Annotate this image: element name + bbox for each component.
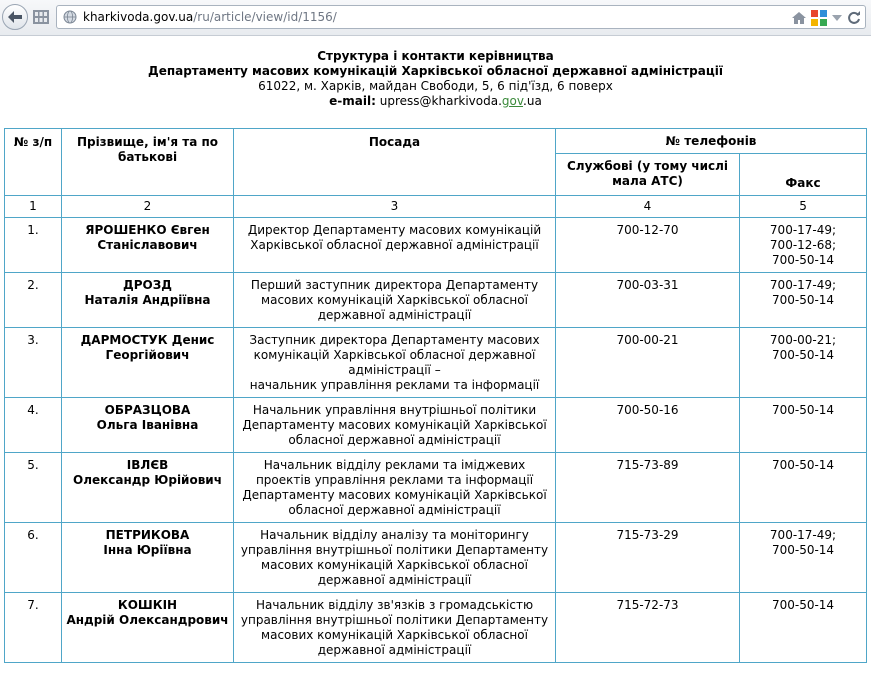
fax-line: 700-12-68; <box>769 238 837 252</box>
index-cell: 4 <box>556 196 740 218</box>
index-cell: 2 <box>62 196 234 218</box>
email-label: e-mail: <box>329 94 376 108</box>
page-title-line2: Департаменту масових комунікацій Харківської обласної державної адміністрації <box>148 64 723 78</box>
email-line <box>0 94 871 109</box>
fax-line: 700-17-49; <box>769 278 837 292</box>
col-header-position: Посада <box>234 129 556 196</box>
email-gov: gov <box>501 94 524 108</box>
row-fax <box>740 453 867 523</box>
row-phone: 700-00-21 <box>556 328 740 398</box>
fax-line: 700-50-14 <box>771 348 835 362</box>
row-position: Начальник управління внутрішньої політики Департаменту масових комунікацій Харківської обласної державної адміністрації <box>234 398 556 453</box>
row-surname: ЯРОШЕНКО Євген <box>85 223 210 237</box>
url-host: kharkivoda.gov.ua <box>83 10 194 24</box>
fax-line: 700-50-14 <box>771 543 835 557</box>
row-position: Начальник відділу реклами та іміджевих проектів управління реклами та інформації Департаменту масових комунікацій Харківської обласної державної адміністрації <box>234 453 556 523</box>
row-position <box>234 328 556 398</box>
table-row <box>5 328 867 398</box>
row-phone: 700-12-70 <box>556 218 740 273</box>
col-header-phones: № телефонів <box>556 129 867 154</box>
row-phone: 700-03-31 <box>556 273 740 328</box>
row-position: Начальник відділу зв'язків з громадськістю управління внутрішньої політики Департаменту масових комунікацій Харківської обласної державної адміністрації <box>234 593 556 663</box>
row-name <box>62 523 234 593</box>
row-name <box>62 218 234 273</box>
col-header-name: Прізвище, ім'я та по батькові <box>62 129 234 196</box>
col-header-num: № з/п <box>5 129 62 196</box>
row-phone: 715-73-29 <box>556 523 740 593</box>
row-fax <box>740 218 867 273</box>
table-row <box>5 593 867 663</box>
back-button[interactable] <box>2 4 28 30</box>
row-fax <box>740 273 867 328</box>
fax-line: 700-17-49; <box>769 528 837 542</box>
row-given: Андрій Олександрович <box>66 613 229 627</box>
apps-button[interactable] <box>32 9 50 25</box>
address-bar[interactable] <box>56 5 866 29</box>
back-arrow-icon <box>7 10 23 24</box>
reload-icon[interactable] <box>847 11 861 25</box>
url-bar-icons <box>791 9 861 27</box>
email-link[interactable] <box>380 94 542 108</box>
position-text: Заступник директора Департаменту масових комунікацій Харківської обласної державної адміністрації – <box>249 333 540 377</box>
row-surname: ДРОЗД <box>123 278 172 292</box>
row-fax <box>740 523 867 593</box>
row-given: Станіславович <box>97 238 198 252</box>
row-surname: ДАРМОСТУК Денис <box>80 333 215 347</box>
url-path: /ru/article/view/id/1156/ <box>193 10 337 24</box>
row-fax <box>740 328 867 398</box>
row-phone: 700-50-16 <box>556 398 740 453</box>
row-num: 5. <box>5 453 62 523</box>
row-name <box>62 453 234 523</box>
fax-line: 700-50-14 <box>771 598 835 612</box>
row-given: Георгійович <box>105 348 190 362</box>
fax-line: 700-50-14 <box>771 458 835 472</box>
fax-line: 700-50-14 <box>771 293 835 307</box>
row-name <box>62 273 234 328</box>
address-line: 61022, м. Харків, майдан Свободи, 5, 6 під'їзд, 6 поверх <box>258 79 613 93</box>
index-cell: 1 <box>5 196 62 218</box>
row-num: 2. <box>5 273 62 328</box>
fax-line: 700-50-14 <box>771 403 835 417</box>
row-num: 6. <box>5 523 62 593</box>
home-icon[interactable] <box>791 11 807 25</box>
col-header-service: Службові (у тому числі мала АТС) <box>556 154 740 196</box>
row-num: 3. <box>5 328 62 398</box>
row-surname: ОБРАЗЦОВА <box>104 403 191 417</box>
index-cell: 3 <box>234 196 556 218</box>
dropdown-triangle-icon[interactable] <box>831 13 843 23</box>
fax-line: 700-50-14 <box>771 253 835 267</box>
row-surname: ПЕТРИКОВА <box>105 528 190 542</box>
table-row <box>5 398 867 453</box>
contacts-table <box>4 128 867 663</box>
row-position: Перший заступник директора Департаменту масових комунікацій Харківської обласної державної адміністрації <box>234 273 556 328</box>
page-header <box>0 49 871 109</box>
row-fax <box>740 398 867 453</box>
row-phone: 715-73-89 <box>556 453 740 523</box>
row-num: 7. <box>5 593 62 663</box>
page-title-line1: Структура і контакти керівництва <box>317 49 554 63</box>
row-given: Інна Юріївна <box>103 543 192 557</box>
row-phone: 715-72-73 <box>556 593 740 663</box>
row-position: Директор Департаменту масових комунікацій Харківської обласної державної адміністрації <box>234 218 556 273</box>
fax-line: 700-00-21; <box>769 333 837 347</box>
row-given: Олександр Юрійович <box>73 473 222 487</box>
row-name <box>62 593 234 663</box>
email-prefix: upress@kharkivoda. <box>379 94 502 108</box>
browser-toolbar <box>0 0 871 36</box>
row-given: Ольга Іванівна <box>96 418 199 432</box>
grid-icon <box>33 10 49 24</box>
row-fax <box>740 593 867 663</box>
row-name <box>62 398 234 453</box>
index-cell: 5 <box>740 196 867 218</box>
row-surname: КОШКІН <box>117 598 178 612</box>
table-row <box>5 273 867 328</box>
row-name <box>62 328 234 398</box>
index-row <box>5 196 867 218</box>
row-num: 1. <box>5 218 62 273</box>
fax-line: 700-17-49; <box>769 223 837 237</box>
row-given: Наталія Андріївна <box>84 293 211 307</box>
row-num: 4. <box>5 398 62 453</box>
col-header-fax: Факс <box>740 154 867 196</box>
header-row <box>5 129 867 154</box>
row-position: Начальник відділу аналізу та моніторингу управління внутрішньої політики Департаменту масових комунікацій Харківської обласної державної адміністрації <box>234 523 556 593</box>
table-row <box>5 523 867 593</box>
table-row <box>5 453 867 523</box>
globe-icon <box>63 10 77 24</box>
table-row <box>5 218 867 273</box>
colorful-tiles-icon[interactable] <box>811 10 827 26</box>
url-text[interactable] <box>83 10 337 24</box>
row-surname: ІВЛЄВ <box>126 458 169 472</box>
position-extra: начальник управління реклами та інформації <box>249 378 540 392</box>
email-suffix: .ua <box>523 94 542 108</box>
